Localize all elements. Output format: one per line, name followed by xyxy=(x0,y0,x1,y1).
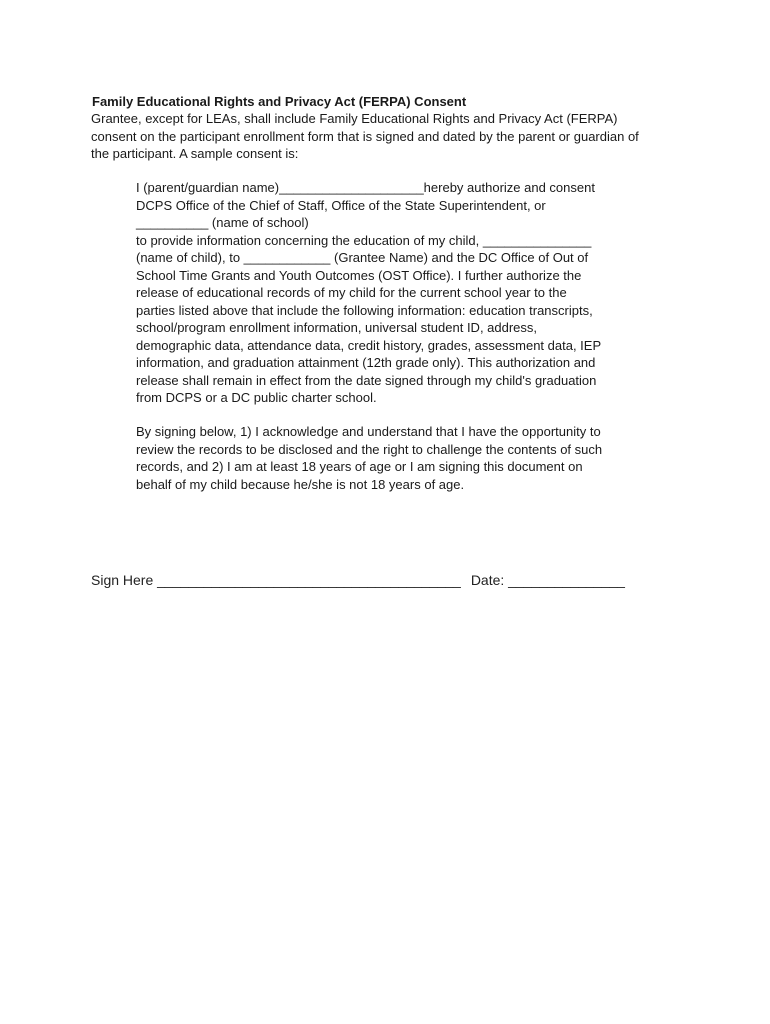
intro-line: the participant. A sample consent is: xyxy=(91,146,299,161)
consent-line: release of educational records of my child for the current school year to the xyxy=(136,285,567,300)
intro-paragraph xyxy=(91,110,691,163)
signature-row xyxy=(91,571,625,589)
document-title: Family Educational Rights and Privacy Act (FERPA) Consent xyxy=(92,94,467,109)
consent-line: parties listed above that include the following information: education transcripts, xyxy=(136,302,593,318)
intro-line: Grantee, except for LEAs, shall include Family Educational Rights and Privacy Act (FERPA) xyxy=(91,111,618,126)
ack-line: By signing below, 1) I acknowledge and understand that I have the opportunity to xyxy=(136,424,601,439)
ack-line: review the records to be disclosed and the right to challenge the contents of such xyxy=(136,441,603,457)
consent-line: DCPS Office of the Chief of Staff, Office of the State Superintendent, or xyxy=(136,197,546,213)
consent-line: (name of child), to ____________ (Grantee Name) and the DC Office of Out of xyxy=(136,250,589,265)
date-field[interactable]: Date: _______________ xyxy=(470,572,625,588)
sign-here-field[interactable]: Sign Here _______________________________________ xyxy=(91,572,461,588)
consent-line: from DCPS or a DC public charter school. xyxy=(136,390,377,405)
consent-line: school/program enrollment information, universal student ID, address, xyxy=(136,320,538,335)
acknowledgement-paragraph xyxy=(136,423,676,493)
intro-line: consent on the participant enrollment form that is signed and dated by the parent or guardian of xyxy=(91,128,639,144)
consent-line: release shall remain in effect from the date signed through my child's graduation xyxy=(136,372,597,388)
consent-line: to provide information concerning the education of my child, _______________ xyxy=(136,232,592,248)
sample-consent-paragraph xyxy=(136,179,676,407)
consent-line: School Time Grants and Youth Outcomes (OST Office). I further authorize the xyxy=(136,267,582,283)
consent-line: demographic data, attendance data, credit history, grades, assessment data, IEP xyxy=(136,337,602,353)
consent-line: information, and graduation attainment (12th grade only). This authorization and xyxy=(136,355,596,370)
ack-line: records, and 2) I am at least 18 years of age or I am signing this document on xyxy=(136,459,583,474)
consent-line: I (parent/guardian name)____________________hereby authorize and consent xyxy=(136,180,595,195)
consent-line: __________ (name of school) xyxy=(136,215,309,230)
ack-line: behalf of my child because he/she is not 18 years of age. xyxy=(136,476,465,492)
